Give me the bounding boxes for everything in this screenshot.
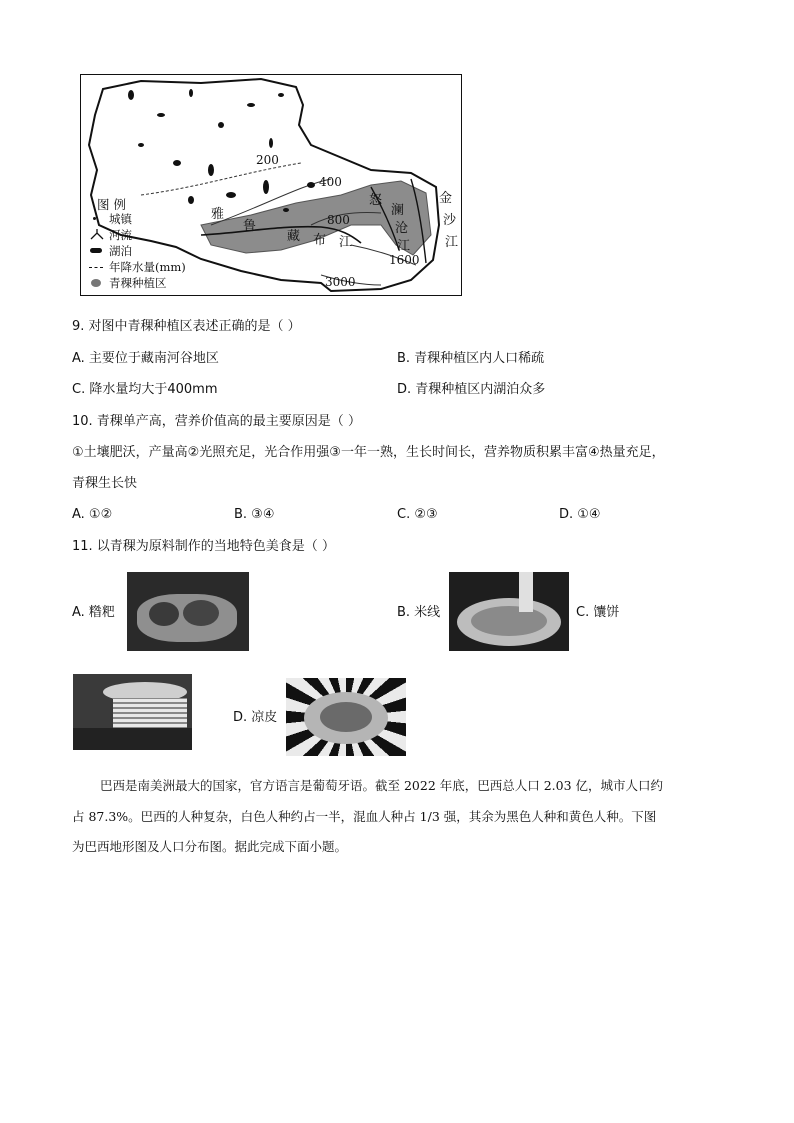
q11-option-c[interactable]: C. 馕饼	[576, 605, 620, 620]
liangpi-photo	[286, 678, 406, 756]
q10-option-d[interactable]: D. ①④	[559, 507, 601, 522]
q9-option-d[interactable]: D. 青稞种植区内湖泊众多	[397, 382, 546, 397]
q11-option-a[interactable]: A. 糌粑	[72, 605, 115, 620]
river-icon	[89, 229, 105, 241]
q9-option-b[interactable]: B. 青稞种植区内人口稀疏	[397, 351, 545, 366]
q10-option-c[interactable]: C. ②③	[397, 507, 438, 522]
legend-label: 湖泊	[109, 244, 132, 258]
q10-option-b[interactable]: B. ③④	[234, 507, 275, 522]
q11-option-b[interactable]: B. 米线	[397, 605, 441, 620]
rice-noodle-photo	[449, 572, 569, 651]
barley-area-icon	[91, 279, 101, 287]
isoline-label-800: 800	[327, 213, 350, 227]
legend-label: 城镇	[109, 212, 132, 226]
legend-title: 图 例	[97, 197, 126, 212]
place-label: 澜	[391, 203, 405, 218]
q10-option-a[interactable]: A. ①②	[72, 507, 113, 522]
place-label: 布	[313, 233, 327, 248]
place-label: 藏	[287, 229, 301, 244]
legend-label: 青稞种植区	[109, 276, 167, 290]
dot-icon	[93, 217, 96, 220]
place-label: 江	[397, 239, 411, 254]
isoline-label-1600: 1600	[389, 253, 420, 267]
place-label: 沧	[395, 221, 409, 236]
isoline-icon	[89, 267, 103, 268]
q9-option-c[interactable]: C. 降水量均大于400mm	[72, 382, 218, 397]
legend-label: 年降水量(mm)	[109, 260, 186, 274]
q10-stem: 10. 青稞单产高，营养价值高的最主要原因是（ ）	[72, 414, 361, 429]
isoline-label-400: 400	[319, 175, 342, 189]
isoline-label-3000: 3000	[325, 275, 356, 289]
passage-line-1: 巴西是南美洲最大的国家，官方语言是葡萄牙语。截至 2022 年底，巴西总人口 2.03 亿，城市人口约	[100, 778, 664, 793]
passage-line-2: 占 87.3%。巴西的人种复杂，白色人种约占一半，混血人种占 1/3 强，其余为黑色人种和黄色人种。下图	[72, 809, 657, 824]
tsampa-photo	[127, 572, 249, 651]
place-label: 江	[445, 235, 459, 250]
isoline-label-200: 200	[256, 153, 279, 167]
q9-stem: 9. 对图中青稞种植区表述正确的是（ ）	[72, 319, 301, 334]
q9-option-a[interactable]: A. 主要位于藏南河谷地区	[72, 351, 219, 366]
place-label: 沙	[443, 213, 457, 228]
place-label: 金	[439, 191, 453, 206]
place-label: 鲁	[243, 219, 257, 234]
place-label: 怒	[369, 193, 383, 208]
legend-label: 河流	[109, 228, 132, 242]
tibet-map-figure	[80, 74, 462, 296]
place-label: 江	[339, 235, 353, 250]
passage-line-3: 为巴西地形图及人口分布图。据此完成下面小题。	[72, 839, 348, 854]
naan-photo	[73, 674, 192, 750]
q10-statements-line2: 青稞生长快	[72, 476, 138, 491]
lake-icon	[90, 248, 102, 253]
q10-statements-line1: ①土壤肥沃，产量高②光照充足，光合作用强③一年一熟，生长时间长，营养物质积累丰富④热量充足，	[72, 445, 665, 460]
map-legend	[87, 195, 207, 293]
q11-stem: 11. 以青稞为原料制作的当地特色美食是（ ）	[72, 539, 335, 554]
q11-option-d[interactable]: D. 凉皮	[233, 710, 278, 725]
place-label: 雅	[211, 207, 225, 222]
